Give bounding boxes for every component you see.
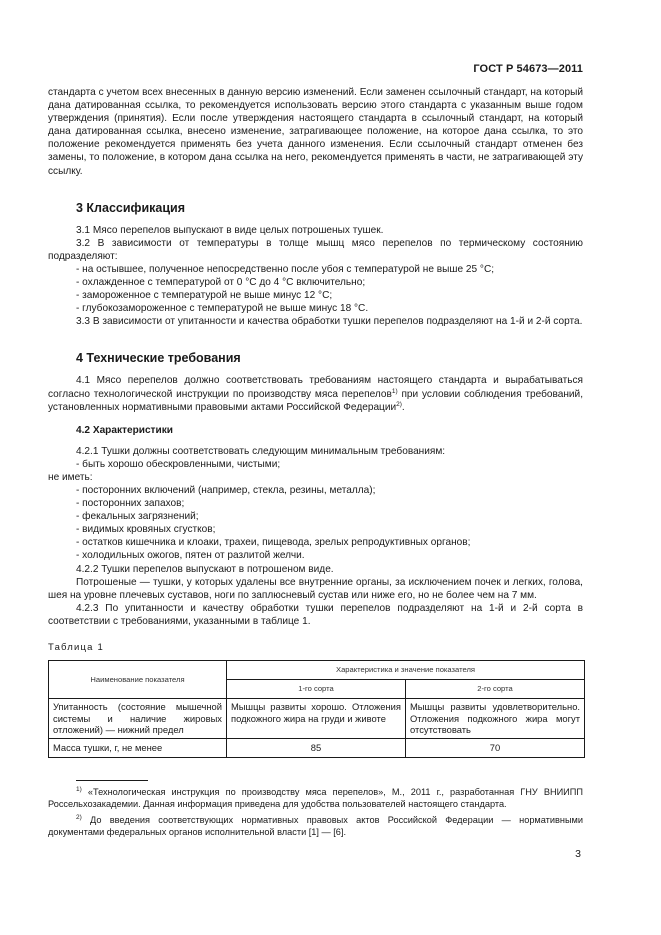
table-row xyxy=(49,699,585,739)
list-item: - посторонних включений (например, стекла, резины, металла); xyxy=(76,484,376,496)
list-item: - на остывшее, полученное непосредственно после убоя с температурой не выше 25 °С; xyxy=(76,263,495,275)
table-cell: 85 xyxy=(227,738,406,757)
list-item: - остатков кишечника и клоаки, трахеи, пищевода, зрелых репродуктивных органов; xyxy=(76,537,471,549)
table-cell: Масса тушки, г, не менее xyxy=(49,738,227,757)
list-item: - замороженное с температурой не выше минус 12 °С; xyxy=(76,290,333,302)
section-4-title: 4 Технические требования xyxy=(76,351,241,366)
table-cell: Мышцы развиты удовлетворительно. Отложения подкожного жира могут отсутствовать xyxy=(406,699,585,739)
paragraph-4-1-text-b: при условии соблюдения требований, установленных нормативными правовыми актами Российской Федерации xyxy=(48,388,584,413)
paragraph-4-2-1: 4.2.1 Тушки должны соответствовать следующим минимальным требованиям: xyxy=(76,445,446,457)
footnote-ref-1: 1) xyxy=(391,387,398,395)
footnote-text: «Технологическая инструкция по производству мяса перепелов», М., 2011 г., разработанная ГНУ ВНИИПП Россельхозакадемии. Данная информация приведена для удобства пользователей настоящего стандарта. xyxy=(48,786,583,809)
page-content xyxy=(48,86,583,838)
list-item: - холодильных ожогов, пятен от разлитой желчи. xyxy=(76,550,305,562)
paragraph-4-2-2: 4.2.2 Тушки перепелов выпускают в потрошеном виде. xyxy=(76,563,334,575)
not-have-label: не иметь: xyxy=(48,471,93,483)
footnote-mark: 2) xyxy=(76,813,82,821)
paragraph-4-2-3: 4.2.3 По упитанности и качеству обработки тушки перепелов подразделяют на 1-й и 2-й сорта в соответствии с требованиями, указанными в таблице 1. xyxy=(48,602,583,627)
footnote-text: До введения соответствующих нормативных правовых актов Российской Федерации — нормативными документами федеральных органов исполнительной власти [1] — [6]. xyxy=(48,814,583,837)
table-header-row xyxy=(49,661,585,680)
list-item: - видимых кровяных сгустков; xyxy=(76,524,216,536)
table-cell: Мышцы развиты хорошо. Отложения подкожного жира на груди и животе xyxy=(227,699,406,739)
footnote-mark: 1) xyxy=(76,785,82,793)
paragraph-3-2: 3.2 В зависимости от температуры в толще мышц мясо перепелов по термическому состоянию подразделяют: xyxy=(48,237,583,262)
table-cell: 70 xyxy=(406,738,585,757)
table-header-group: Характеристика и значение показателя xyxy=(227,661,585,680)
table-header-grade-1: 1-го сорта xyxy=(227,680,406,699)
list-item: - быть хорошо обескровленными, чистыми; xyxy=(76,458,281,470)
table-cell: Упитанность (состояние мышечной системы и наличие жировых отложений) — нижний предел xyxy=(49,699,227,739)
footnote-2 xyxy=(48,814,583,838)
table-header-name: Наименование показателя xyxy=(49,661,227,699)
list-item: - посторонних запахов; xyxy=(76,498,185,510)
list-item: - охлажденное с температурой от 0 °С до 4 °С включительно; xyxy=(76,277,366,289)
paragraph-gutted-definition: Потрошеные — тушки, у которых удалены все внутренние органы, за исключением почек и легких, голова, шея на уровне плечевых суставов, ноги по заплюсневый сустав или ниже его, но не более чем на 7 мм. xyxy=(48,576,583,601)
document-code: ГОСТ Р 54673—2011 xyxy=(473,63,583,75)
footnotes xyxy=(48,780,583,838)
footnote-1 xyxy=(48,786,583,810)
table-header-grade-2: 2-го сорта xyxy=(406,680,585,699)
table-row xyxy=(49,738,585,757)
paragraph-4-1-text-a: 4.1 Мясо перепелов должно соответствовать требованиям настоящего стандарта и вырабатываться согласно технологической инструкции по производству мяса перепелов xyxy=(48,375,583,400)
list-item: - фекальных загрязнений; xyxy=(76,511,199,523)
page-number: 3 xyxy=(575,848,581,860)
footnote-ref-2: 2) xyxy=(396,400,402,408)
subsection-4-2-title: 4.2 Характеристики xyxy=(76,424,173,436)
paragraph-3-1: 3.1 Мясо перепелов выпускают в виде целых потрошеных тушек. xyxy=(76,224,384,236)
paragraph-4-1-text-c: . xyxy=(401,401,405,413)
table-1 xyxy=(48,660,585,758)
list-item: - глубокозамороженное с температурой не выше минус 18 °С. xyxy=(76,303,369,315)
footnote-separator xyxy=(76,780,148,781)
section-3-title: 3 Классификация xyxy=(76,200,186,215)
paragraph-4-1 xyxy=(48,374,583,413)
paragraph-3-3: 3.3 В зависимости от упитанности и качества обработки тушки перепелов подразделяют на 1-й и 2-й сорта. xyxy=(76,316,583,328)
intro-paragraph: стандарта с учетом всех внесенных в данную версию изменений. Если заменен ссылочный стандарт, на который дана датированная ссылка, то рекомендуется использовать версию этого стандарта с указанным выше годом утверждения (принятия). Если после утверждения настоящего стандарта в ссылочный стандарт, на который дана датированная ссылка, внесено изменение, затрагивающее положение, на которое дана ссылка, то это положение рекомендуется применять без учета данного изменения. Если ссылочный стандарт отменен без замены, то положение, в котором дана ссылка на него, рекомендуется применять в части, не затрагивающей эту ссылку. xyxy=(48,87,583,177)
table-caption: Таблица 1 xyxy=(48,642,104,653)
